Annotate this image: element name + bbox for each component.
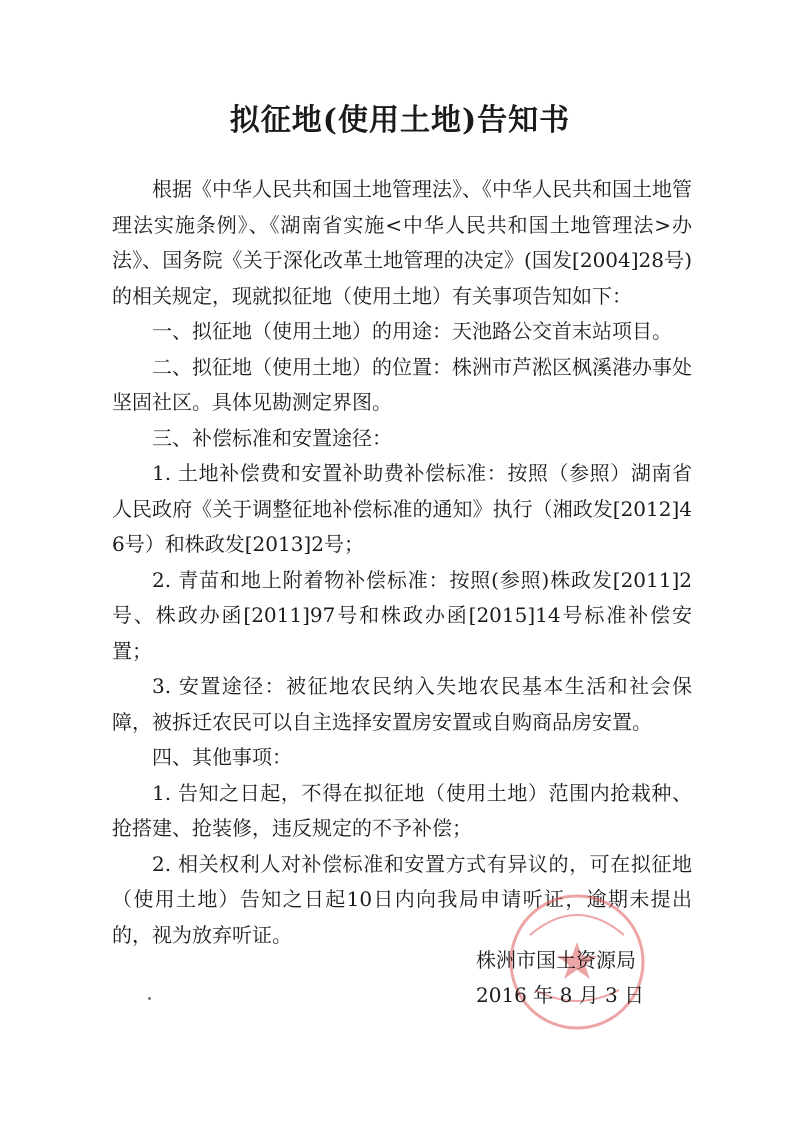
document-title: 拟征地(使用土地)告知书 xyxy=(229,103,571,138)
issuer-name: 株洲市国土资源局 xyxy=(476,948,636,972)
heading-compensation: 三、补偿标准和安置途径： xyxy=(152,425,392,450)
document-body xyxy=(112,172,692,953)
paragraph-resettlement: 3. 安置途径：被征地农民纳入失地农民基本生活和社会保障，被拆迁农民可以自主选择安置房安置或自购商品房安置。 xyxy=(112,674,692,734)
signature-block xyxy=(476,943,644,1013)
paragraph-legal-basis: 根据《中华人民共和国土地管理法》、《中华人民共和国土地管理法实施条例》、《湖南省实施<中华人民共和国土地管理法>办法》、国务院《关于深化改革土地管理的决定》(国发[2004]28号)的相关规定，现就拟征地（使用土地）有关事项告知如下： xyxy=(112,177,692,308)
paragraph-compensation-land: 1. 土地补偿费和安置补助费补偿标准：按照（参照）湖南省人民政府《关于调整征地补偿标准的通知》执行（湘政发[2012]46号）和株政发[2013]2号； xyxy=(112,461,692,556)
paragraph-restrictions: 1. 告知之日起，不得在拟征地（使用土地）范围内抢栽种、抢搭建、抢装修，违反规定的不予补偿； xyxy=(112,780,692,840)
scan-speck xyxy=(148,997,151,1000)
paragraph-land-location: 二、拟征地（使用土地）的位置：株洲市芦淞区枫溪港办事处坚固社区。具体见勘测定界图。 xyxy=(112,354,692,414)
issue-date: 2016 年 8 月 3 日 xyxy=(476,983,645,1007)
paragraph-hearing: 2. 相关权利人对补偿标准和安置方式有异议的，可在拟征地（使用土地）告知之日起10日内向我局申请听证，逾期未提出的，视为放弃听证。 xyxy=(112,851,692,947)
paragraph-land-use: 一、拟征地（使用土地）的用途：天池路公交首末站项目。 xyxy=(152,319,672,343)
heading-other-matters: 四、其他事项： xyxy=(152,745,292,769)
paragraph-compensation-crops: 2. 青苗和地上附着物补偿标准：按照(参照)株政发[2011]2号、株政办函[2011]97号和株政办函[2015]14号标准补偿安置； xyxy=(112,567,692,663)
